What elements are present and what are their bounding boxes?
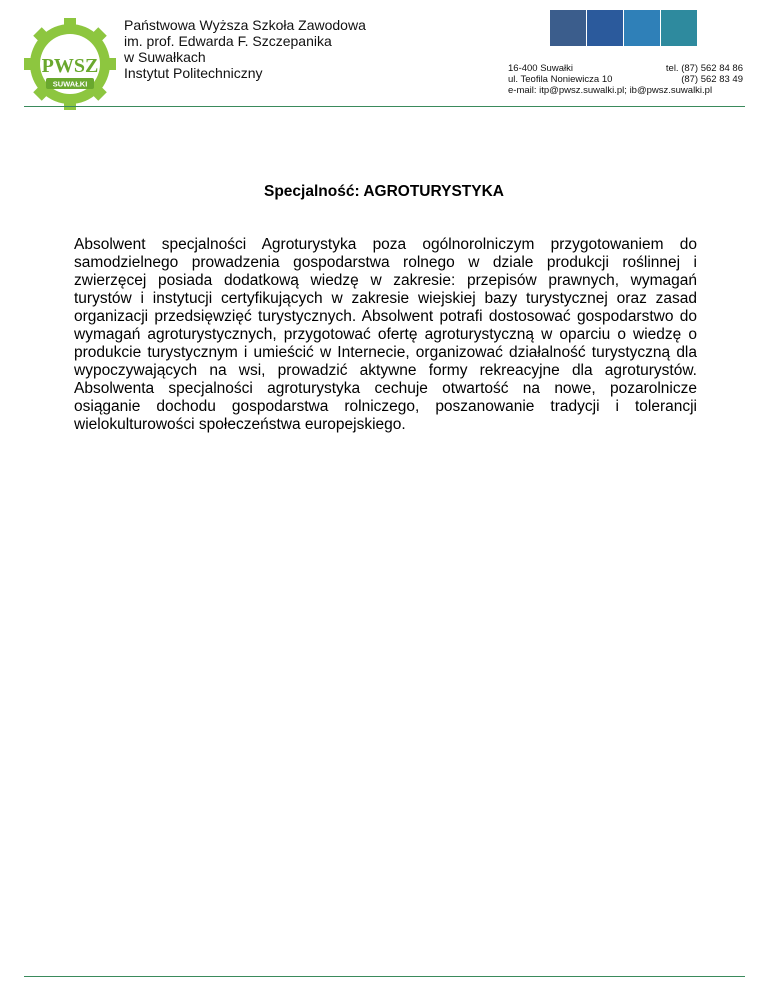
phone-secondary: (87) 562 83 49 bbox=[681, 74, 743, 85]
color-square bbox=[661, 10, 697, 46]
street-address: ul. Teofila Noniewicza 10 bbox=[508, 74, 613, 85]
institution-line: Instytut Politechniczny bbox=[124, 65, 263, 81]
header-divider bbox=[24, 106, 745, 107]
institution-name bbox=[124, 17, 366, 81]
color-square bbox=[587, 10, 623, 46]
institution-line: Państwowa Wyższa Szkoła Zawodowa bbox=[124, 17, 366, 33]
institution-line: im. prof. Edwarda F. Szczepanika bbox=[124, 33, 332, 49]
pwsz-logo bbox=[24, 18, 116, 110]
footer-divider bbox=[24, 976, 745, 977]
header-color-squares bbox=[550, 10, 698, 46]
email-line: e-mail: itp@pwsz.suwalki.pl; ib@pwsz.suwalki.pl bbox=[508, 85, 713, 96]
color-square bbox=[624, 10, 660, 46]
document-title: Specjalność: AGROTURYSTYKA bbox=[263, 183, 504, 200]
postal-address: 16-400 Suwałki bbox=[508, 63, 573, 74]
logo-ribbon-text: SUWAŁKI bbox=[52, 79, 88, 89]
color-square bbox=[550, 10, 586, 46]
logo-text: PWSZ bbox=[41, 55, 99, 77]
institution-line: w Suwałkach bbox=[124, 49, 206, 65]
contact-block bbox=[508, 63, 743, 96]
phone-primary: tel. (87) 562 84 86 bbox=[665, 63, 743, 74]
document-paragraph: Absolwent specjalności Agroturystyka poza ogólnorolniczym przygotowaniem do samodzielnego prowadzenia gospodarstwa rolnego w dziale produkcji roślinnej i zwierzęcej posiada dodatkową wiedzę w zakresie: przepisów prawnych, wymagań turystów i instytucji certyfikujących w zakresie wiejskiej bazy turystycznej oraz zasad organizacji przedsięwzięć turystycznych. Absolwent potrafi dostosować gospodarstwo do wymagań agroturystycznych, przygotować ofertę agroturystyczną w oparciu o wiedzę o produkcie turystycznym i umieścić w Internecie, organizować działalność turystyczną dla wypoczywających na wsi, prowadzić aktywne formy rekreacyjne dla agroturystów. Absolwenta specjalności agroturystyka cechuje otwartość na nowe, pozarolnicze osiąganie dochodu gospodarstwa rolniczego, poszanowanie tradycji i tolerancji wielokulturowości społeczeństwa europejskiego. bbox=[74, 236, 697, 433]
